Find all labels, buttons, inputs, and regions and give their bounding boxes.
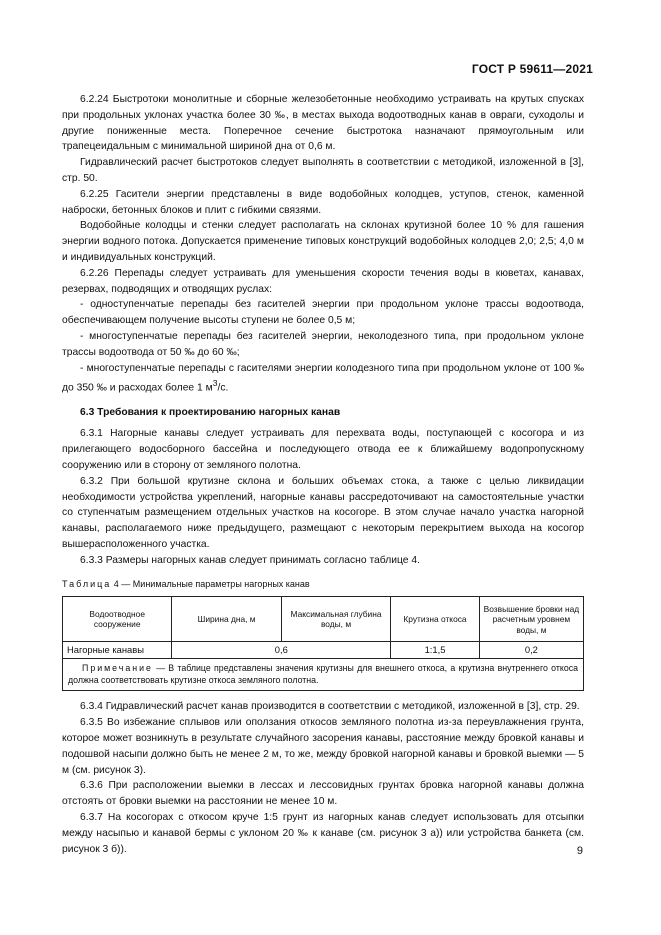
table-header-structure: Водоотводное сооружение <box>63 597 172 642</box>
table-caption-text: 4 — Минимальные параметры нагорных канав <box>111 578 310 589</box>
table-note <box>63 659 584 691</box>
table-4-parameters <box>62 596 584 691</box>
superscript-three: 3 <box>212 378 218 389</box>
table-header-row <box>63 597 584 642</box>
table-row <box>63 642 584 659</box>
table-header-max-depth: Максимальная глубина воды, м <box>281 597 390 642</box>
paragraph-6-3-3: 6.3.3 Размеры нагорных канав следует принимать согласно таблице 4. <box>80 554 420 566</box>
paragraph-6-3-1: 6.3.1 Нагорные канавы следует устраивать для перехвата воды, поступающей с косогора и из прилегающего водосборного бассейна и последующего отвода ее к ближайшему водопропускному сооружению или в сторону от земляного полотна. <box>62 428 584 471</box>
document-code-header: ГОСТ Р 59611—2021 <box>471 62 593 76</box>
paragraph-6-3-7: 6.3.7 На косогорах с откосом круче 1:5 грунт из нагорных канав следует использовать для отсыпки между насыпью и канавой бермы с уклоном 20 ‰ к канаве (см. рисунок 3 а)) или устройства банкета (см. рисунок 3 б)). <box>62 811 584 855</box>
table-cell-elevation: 0,2 <box>479 642 583 659</box>
paragraph-stilling-wells: Водобойные колодцы и стенки следует располагать на склонах крутизной более 10 % для гашения энергии водного потока. Допускается применение типовых конструкций водобойных колодцев 2,0; 2,5; 4,0 м и индивидуальных конструкций. <box>62 220 584 263</box>
list-item-single-step-drops: - одноступенчатые перепады без гасителей энергии при продольном уклоне трассы водоотвода, обеспечивающем получение высоты ступени не более 0,5 м; <box>62 299 584 327</box>
table-caption-label: Таблица <box>62 578 112 589</box>
table-header-bottom-width: Ширина дна, м <box>172 597 281 642</box>
paragraph-6-2-24: 6.2.24 Быстротоки монолитные и сборные железобетонные необходимо устраивать на крутых спусках при продольных уклонах участка более 30 ‰, в местах выхода водоотводных канав в овраги, суходолы и другие пониженные места. Поперечное сечение быстротока назначают прямоугольным или трапецеидальным с минимальной шириной дна от 0,6 м. <box>62 94 584 153</box>
table-header-slope: Крутизна откоса <box>391 597 480 642</box>
paragraph-6-3-5: 6.3.5 Во избежание сплывов или оползания откосов земляного полотна из-за переувлажнения грунта, которое может возникнуть в результате случайного засорения канавы, расстояние между бровкой канавы и подошвой насыпи должно быть не менее 2 м, то же, между бровкой нагорной канавы и бровкой выемки — 5 м (см. рисунок 3). <box>62 717 584 776</box>
paragraph-hydraulic-rapids: Гидравлический расчет быстротоков следует выполнять в соответствии с методикой, изложенной в [3], стр. 50. <box>62 157 584 184</box>
table-caption <box>62 577 584 593</box>
section-title-6-3: 6.3 Требования к проектированию нагорных канав <box>80 406 341 418</box>
paragraph-6-3-2: 6.3.2 При большой крутизне склона и больших объемах стока, а также с целью ликвидации необходимости устройства укреплений, нагорные канавы рассредоточивают на самостоятельные участки со ступенчатым размещением отдельных участков на косогоре. В этом случае начало участка нагорной канавы, располагаемого ниже предыдущего, размещают с некоторым перекрытием выхода на косогор вышерасположенного участка. <box>62 475 584 550</box>
document-body <box>62 92 584 857</box>
paragraph-6-2-26: 6.2.26 Перепады следует устраивать для уменьшения скорости течения воды в кюветах, канавах, резервах, подводящих и отводящих руслах: <box>62 267 584 295</box>
table-cell-width-depth: 0,6 <box>172 642 391 659</box>
page-number: 9 <box>576 845 583 857</box>
table-cell-name: Нагорные канавы <box>63 642 172 659</box>
list-item-multi-step-drops-well <box>62 361 584 397</box>
table-note-label: Примечание <box>82 663 153 674</box>
list-item-tail: /с. <box>217 382 229 394</box>
table-header-elevation: Возвышение бровки над расчетным уровнем воды, м <box>479 597 583 642</box>
list-item-text: - многоступенчатые перепады с гасителями энергии колодезного типа при продольном уклоне от 100 ‰ до 350 ‰ и расходах более 1 м <box>62 362 584 394</box>
table-cell-slope: 1:1,5 <box>391 642 480 659</box>
table-note-row <box>63 659 584 691</box>
paragraph-6-3-6: 6.3.6 При расположении выемки в лессах и лессовидных грунтах бровка нагорной канавы должна отстоять от бровки выемки на расстоянии не менее 10 м. <box>62 780 584 808</box>
list-item-multi-step-drops: - многоступенчатые перепады без гасителей энергии, неколодезного типа, при продольном уклоне трассы водоотвода от 50 ‰ до 60 ‰; <box>62 330 584 358</box>
paragraph-6-3-4: 6.3.4 Гидравлический расчет канав производится в соответствии с методикой, изложенной в [3], стр. 29. <box>80 701 580 713</box>
paragraph-6-2-25: 6.2.25 Гасители энергии представлены в виде водобойных колодцев, уступов, стенок, каменной наброски, бетонных блоков и плит с гибкими связями. <box>62 188 584 216</box>
table-note-text: — В таблице представлены значения крутизны для внешнего откоса, а крутизна внутреннего откоса должна соответствовать крутизне откоса земляного полотна. <box>68 663 578 685</box>
